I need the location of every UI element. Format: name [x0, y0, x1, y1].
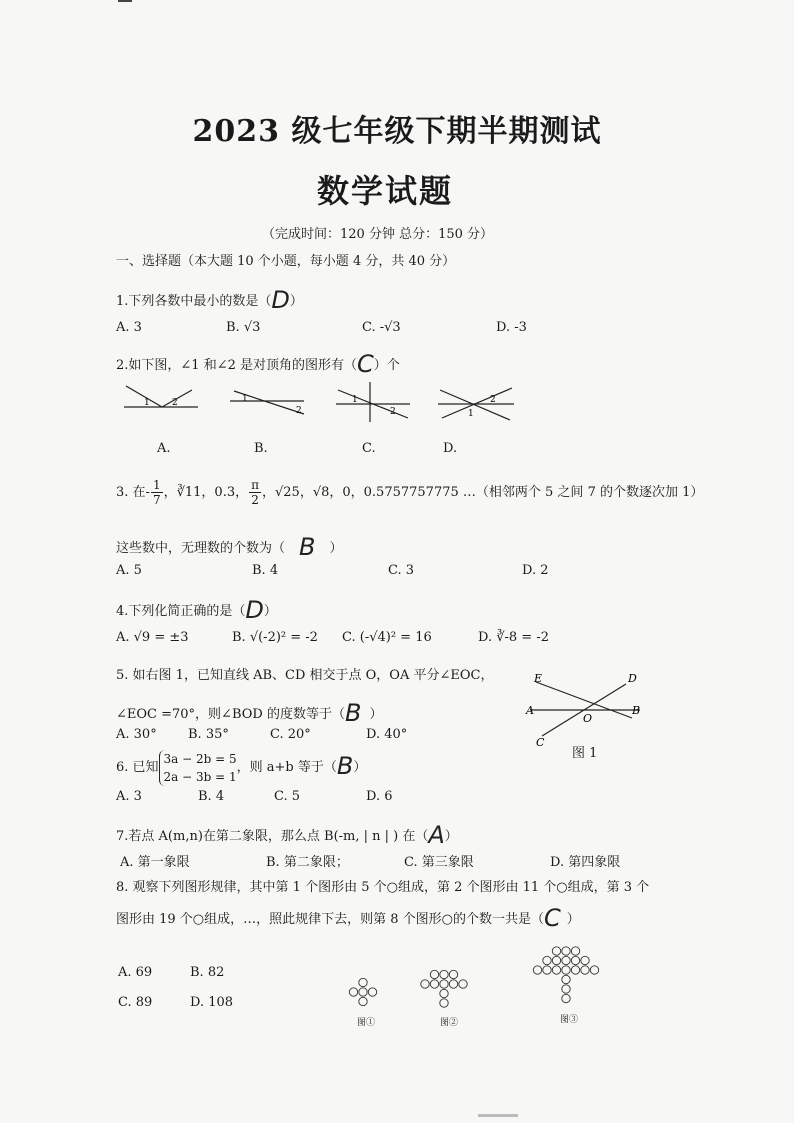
q8-circle-fig3: [590, 966, 598, 974]
q8-circle-fig1: [359, 988, 367, 996]
svg-text:2: 2: [490, 395, 496, 405]
q8-circle-fig2: [449, 980, 457, 988]
q8-circle-fig3: [552, 947, 560, 955]
q6-prefix: 6. 已知: [116, 760, 159, 775]
exam-info: （完成时间：120 分钟 总分：150 分）: [262, 227, 494, 242]
q8-option-b: B. 82: [190, 965, 225, 980]
q7-option-b: B. 第二象限；: [266, 855, 349, 870]
q3-option-a: A. 5: [116, 563, 142, 578]
q3-fraction-2: $\frac{\pi}{2}$: [251, 478, 259, 507]
q7-text-end: ）: [444, 829, 458, 844]
q1-option-d: D. -3: [496, 320, 527, 335]
q3-line2-text: 这些数中，无理数的个数为（: [116, 541, 286, 556]
svg-text:2: 2: [390, 407, 396, 417]
exam-title: 2023 级七年级下期半期测试: [192, 114, 602, 149]
q8-circle-fig3: [562, 985, 570, 993]
question-1: [116, 283, 303, 314]
q8-circle-fig3: [571, 947, 579, 955]
q5-option-b: B. 35°: [188, 727, 229, 742]
q8-circle-fig3: [543, 966, 551, 974]
q5-figure-caption: 图 1: [572, 746, 598, 761]
q5-line-2: [116, 696, 383, 727]
q7-option-d: D. 第四象限: [550, 855, 621, 870]
q3-middle-1: ，∛11，0.3，: [163, 485, 249, 500]
q8-circle-fig3: [543, 956, 551, 964]
q8-circle-fig1: [368, 988, 376, 996]
q1-option-b: B. √3: [226, 320, 261, 335]
q8-circle-fig3: [562, 956, 570, 964]
q1-text: 1.下列各数中最小的数是（: [116, 294, 272, 309]
q8-circle-fig3: [533, 966, 541, 974]
q2-figure-a: [124, 386, 198, 408]
q1-answer: D: [271, 286, 290, 314]
q8-circle-fig2: [421, 980, 429, 988]
q8-option-d: D. 108: [190, 995, 234, 1010]
q8-circle-fig2: [440, 999, 448, 1007]
q8-circle-fig1: [359, 978, 367, 986]
q8-option-a: A. 69: [118, 965, 153, 980]
q8-circle-fig2: [440, 980, 448, 988]
q7-text: 7.若点 A(m,n)在第二象限，那么点 B(-m, | n | ) 在（: [116, 829, 429, 844]
q6-equation-1: 3a − 2b = 5: [163, 751, 237, 766]
q6-option-c: C. 5: [274, 789, 301, 804]
q2-label-a: A.: [157, 441, 171, 456]
q4-answer: D: [245, 596, 264, 624]
q6-middle: ，则 a+b 等于（: [236, 760, 337, 775]
q5-line-1: 5. 如右图 1，已知直线 AB、CD 相交于点 O，OA 平分∠EOC，: [116, 668, 494, 683]
q8-circle-fig3: [562, 966, 570, 974]
q5-option-d: D. 40°: [366, 727, 408, 742]
q5-point-a: A: [526, 704, 534, 717]
q2-label-d: D.: [443, 441, 458, 456]
q8-circle-fig3: [571, 956, 579, 964]
q2-figures: [118, 380, 528, 425]
svg-text:2: 2: [172, 398, 178, 408]
q1-text-end: ）: [289, 294, 303, 309]
q7-answer: A: [428, 821, 445, 849]
q8-line-2: [116, 901, 580, 932]
question-6: [116, 749, 366, 786]
q2-label-c: C.: [362, 441, 376, 456]
q3-answer: B: [299, 533, 316, 561]
svg-text:1: 1: [468, 409, 474, 419]
svg-text:1: 1: [144, 398, 150, 408]
q8-line2-text: 图形由 19 个○组成，…，照此规律下去，则第 8 个图形○的个数一共是（: [116, 912, 545, 927]
q8-caption-3: 图③: [560, 1015, 579, 1025]
q4-option-d: D. ∛-8 = -2: [478, 630, 549, 645]
q6-suffix: ）: [353, 760, 367, 775]
q4-option-c: C. (-√4)² = 16: [342, 630, 432, 645]
svg-text:2: 2: [296, 406, 302, 416]
q2-text: 2.如下图，∠1 和∠2 是对顶角的图形有（: [116, 358, 357, 373]
q5-option-c: C. 20°: [270, 727, 311, 742]
q3-line-2: [116, 530, 343, 561]
q8-line2-end: ）: [566, 912, 580, 927]
q2-label-b: B.: [254, 441, 268, 456]
q8-circle-fig3: [571, 966, 579, 974]
q5-figure: [520, 668, 650, 748]
q4-option-b: B. √(-2)² = -2: [232, 630, 318, 645]
q8-caption-1: 图①: [357, 1018, 376, 1028]
q5-line2-end: ）: [369, 707, 383, 722]
q8-circle-fig1: [359, 997, 367, 1005]
q3-prefix: 3. 在: [116, 485, 146, 500]
q5-point-d: D: [628, 672, 637, 685]
q3-line2-end: ）: [329, 541, 343, 556]
q8-circle-fig3: [552, 966, 560, 974]
q8-circle-fig2: [430, 980, 438, 988]
q1-option-c: C. -√3: [362, 320, 401, 335]
q8-line-1: 8. 观察下列图形规律，其中第 1 个图形由 5 个○组成，第 2 个图形由 11 个○组成，第 3 个: [116, 880, 650, 895]
q5-answer: B: [344, 699, 362, 727]
q6-equation-system: [159, 750, 237, 786]
q8-circle-fig2: [440, 970, 448, 978]
section-heading: 一、选择题（本大题 10 个小题，每小题 4 分，共 40 分）: [116, 254, 456, 269]
q4-option-a: A. √9 = ±3: [116, 630, 189, 645]
svg-text:1: 1: [242, 394, 248, 404]
q8-circle-fig3: [562, 975, 570, 983]
q3-middle-2: ，√25，√8，0，0.5757757775 …（相邻两个 5 之间 7 的个数逐次加 1）: [262, 485, 704, 500]
q8-circle-fig2: [459, 980, 467, 988]
q8-circle-fig3: [581, 966, 589, 974]
question-3: 3. 在- $\frac{1}{7}$ ，∛11，0.3， $\frac{\pi}{2}$ ，√25，√8，0，0.5757757775 …（相邻两个 5 之间 7 的个数逐次加 1）: [116, 478, 704, 507]
exam-subtitle: 数学试题: [316, 172, 453, 210]
q5-point-b: B: [632, 704, 641, 717]
question-2: [116, 347, 400, 378]
q8-circle-fig2: [449, 970, 457, 978]
q8-pattern-figures: [330, 926, 630, 1026]
q5-point-e: E: [534, 672, 543, 685]
q2-text-end: ）个: [373, 358, 400, 373]
q5-point-c: C: [536, 736, 545, 748]
q5-option-a: A. 30°: [116, 727, 157, 742]
q3-option-c: C. 3: [388, 563, 415, 578]
question-4: [116, 593, 277, 624]
top-edge-mark: [118, 0, 288, 8]
bottom-mark: [478, 1114, 518, 1117]
q4-text: 4.下列化简正确的是（: [116, 604, 246, 619]
q8-circle-fig2: [430, 970, 438, 978]
q8-circle-fig1: [349, 988, 357, 996]
q8-option-c: C. 89: [118, 995, 153, 1010]
q6-option-b: B. 4: [198, 789, 225, 804]
q6-equation-2: 2a − 3b = 1: [163, 769, 237, 784]
q4-text-end: ）: [263, 604, 277, 619]
svg-text:1: 1: [352, 395, 358, 405]
q3-option-d: D. 2: [522, 563, 549, 578]
q8-caption-2: 图②: [440, 1018, 459, 1028]
q6-answer: B: [336, 752, 354, 780]
q8-circle-fig3: [562, 947, 570, 955]
q2-answer: C: [357, 350, 374, 378]
question-7: [116, 818, 458, 849]
q7-option-c: C. 第三象限: [404, 855, 474, 870]
q8-circle-fig3: [552, 956, 560, 964]
q6-option-a: A. 3: [116, 789, 142, 804]
q8-circle-fig2: [440, 989, 448, 997]
q8-circle-fig3: [562, 994, 570, 1002]
q2-figure-b: [230, 391, 304, 416]
q2-figure-c: [336, 382, 410, 422]
q3-option-b: B. 4: [252, 563, 279, 578]
q2-figure-d: [438, 388, 514, 420]
q3-fraction-1: $\frac{1}{7}$: [152, 478, 161, 507]
q7-option-a: A. 第一象限: [120, 855, 190, 870]
q8-circle-fig3: [581, 956, 589, 964]
q8-answer: C: [544, 904, 561, 932]
q5-point-o: O: [583, 712, 593, 725]
q1-option-a: A. 3: [116, 320, 142, 335]
q5-line2-text: ∠EOC =70°，则∠BOD 的度数等于（: [116, 707, 345, 722]
q6-option-d: D. 6: [366, 789, 393, 804]
